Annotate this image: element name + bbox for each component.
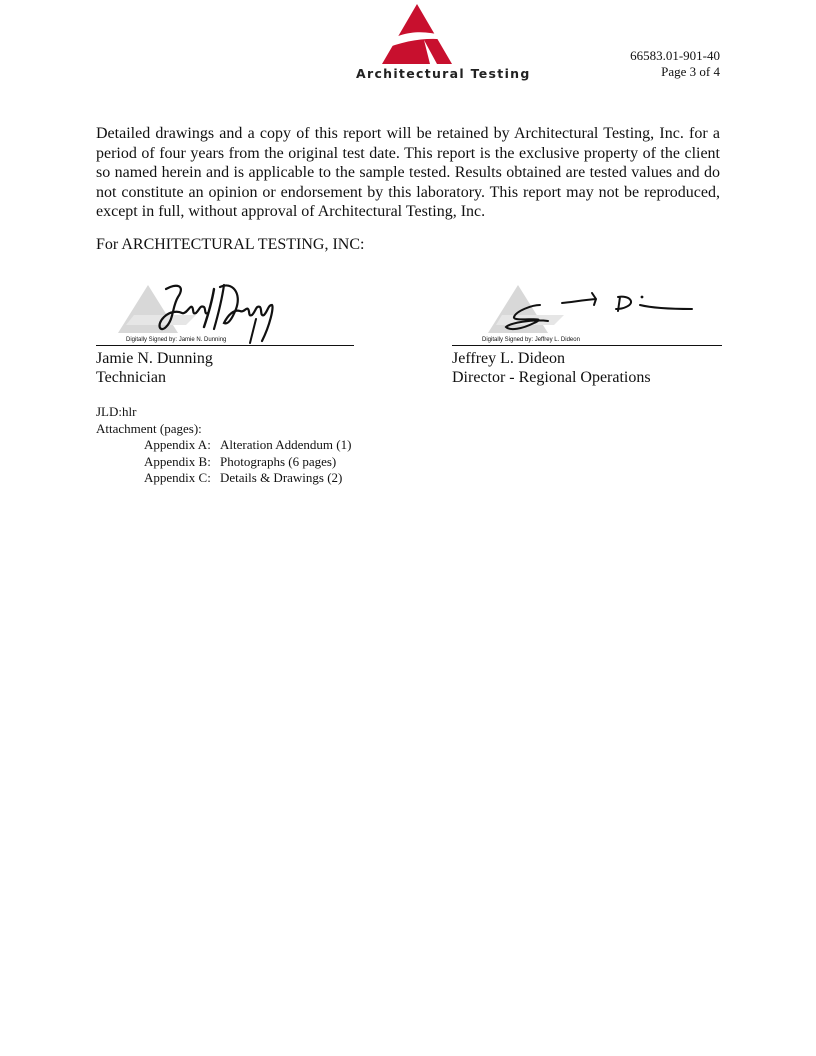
appendix-description: Details & Drawings (2) — [220, 470, 343, 485]
signature-block-technician — [96, 275, 354, 387]
architectural-testing-logo — [350, 2, 530, 82]
appendix-item — [144, 437, 351, 454]
document-meta — [630, 48, 720, 80]
signer-name: Jamie N. Dunning — [96, 350, 213, 367]
appendix-description: Alteration Addendum (1) — [220, 437, 352, 452]
signer-title: Technician — [96, 369, 166, 386]
signer-title: Director - Regional Operations — [452, 369, 651, 386]
appendix-item — [144, 470, 351, 487]
signature-block-director — [452, 275, 722, 387]
signature-area — [452, 275, 722, 346]
appendix-label: Appendix C: — [144, 470, 211, 485]
appendix-list — [144, 437, 351, 487]
attachment-label: Attachment (pages): — [96, 421, 202, 436]
appendix-label: Appendix B: — [144, 453, 211, 469]
signer-name: Jeffrey L. Dideon — [452, 350, 565, 367]
signature-area — [96, 275, 354, 346]
report-number: 66583.01-901-40 — [630, 48, 720, 63]
logo-text: Architectural Testing — [356, 66, 531, 81]
retention-paragraph: Detailed drawings and a copy of this report will be retained by Architectural Testing, Inc. for a period of four years from the original test date. This report is the exclusive property of the client so named herein and is applicable to the sample tested. Results obtained are tested values and do not constitute an opinion or endorsement by this laboratory. This report may not be reproduced, except in full, without approval of Architectural Testing, Inc. — [96, 125, 720, 220]
digital-signature-caption: Digitally Signed by: Jamie N. Dunning — [126, 337, 227, 343]
typist-initials: JLD:hlr — [96, 404, 137, 419]
logo-triangle-icon — [362, 2, 482, 66]
appendix-description: Photographs (6 pages) — [220, 453, 337, 469]
handwritten-signature-icon — [452, 275, 722, 345]
page-indicator: Page 3 of 4 — [661, 64, 720, 79]
appendix-item — [144, 454, 351, 471]
for-company-line: For ARCHITECTURAL TESTING, INC: — [96, 236, 365, 253]
handwritten-signature-icon — [96, 275, 354, 345]
digital-signature-caption: Digitally Signed by: Jeffrey L. Dideon — [482, 337, 580, 343]
appendix-label: Appendix A: — [144, 437, 211, 452]
